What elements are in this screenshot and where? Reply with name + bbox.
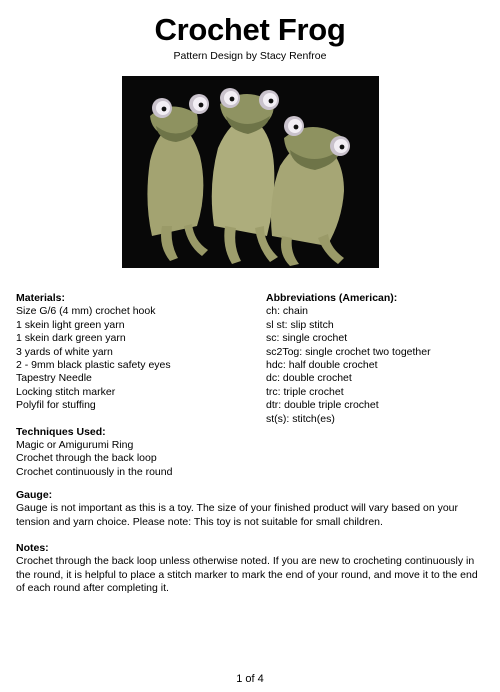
page-title: Crochet Frog	[154, 12, 346, 47]
abbreviation-item: dc: double crochet	[266, 372, 352, 385]
gauge-heading: Gauge:	[16, 489, 53, 501]
materials-heading: Materials:	[16, 292, 66, 304]
frog-photo	[122, 76, 379, 268]
abbreviations-heading: Abbreviations (American):	[266, 292, 398, 304]
materials-item: Locking stitch marker	[16, 385, 116, 398]
techniques-item: Magic or Amigurumi Ring	[16, 439, 134, 452]
techniques-item: Crochet through the back loop	[16, 452, 157, 465]
frog-left	[147, 94, 209, 261]
abbreviation-item: sc: single crochet	[266, 332, 348, 345]
notes-text: Crochet through the back loop unless otherwise noted. If you are new to crocheting continuously in the round, it is helpful to place a stitch marker to mark the end of your round, and move it to the end of each round after completing it.	[16, 555, 478, 595]
page-number: 1 of 4	[236, 673, 264, 685]
materials-item: 2 - 9mm black plastic safety eyes	[16, 359, 171, 372]
abbreviation-item: hdc: half double crochet	[266, 359, 378, 372]
materials-item: Size G/6 (4 mm) crochet hook	[16, 305, 156, 318]
abbreviation-item: ch: chain	[266, 305, 309, 318]
materials-item: 1 skein light green yarn	[16, 318, 125, 331]
notes-section	[16, 542, 486, 596]
left-column	[16, 292, 256, 479]
techniques-item: Crochet continuously in the round	[16, 465, 173, 478]
right-column	[266, 292, 491, 426]
gauge-section	[16, 489, 486, 529]
page-subtitle: Pattern Design by Stacy Renfroe	[173, 50, 327, 62]
abbreviation-item: sl st: slip stitch	[266, 318, 334, 331]
materials-item: Polyfil for stuffing	[16, 399, 96, 412]
abbreviation-item: sc2Tog: single crochet two together	[266, 345, 431, 358]
abbreviation-item: st(s): stitch(es)	[266, 412, 335, 425]
techniques-heading: Techniques Used:	[16, 425, 106, 438]
abbreviation-item: dtr: double triple crochet	[266, 399, 379, 412]
materials-item: 1 skein dark green yarn	[16, 332, 126, 345]
materials-item: Tapestry Needle	[16, 372, 92, 385]
abbreviation-item: trc: triple crochet	[266, 385, 344, 398]
materials-item: 3 yards of white yarn	[16, 345, 113, 358]
frog-right	[271, 116, 350, 266]
gauge-text: Gauge is not important as this is a toy. The size of your finished product will vary based on your tension and yarn choice. Please note: This toy is not suitable for small children.	[16, 502, 458, 528]
notes-heading: Notes:	[16, 542, 49, 554]
frog-middle	[212, 88, 279, 264]
